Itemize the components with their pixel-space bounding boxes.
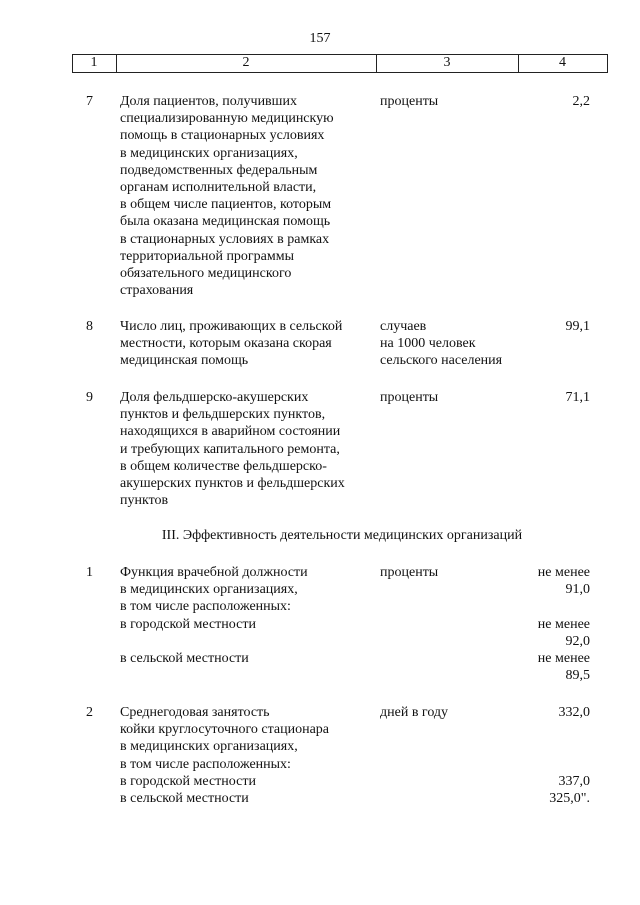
row-description-line: обязательного медицинского bbox=[120, 266, 292, 282]
row-description-line: Число лиц, проживающих в сельской bbox=[120, 319, 343, 334]
row-value-line bbox=[510, 756, 590, 773]
row-description bbox=[120, 704, 370, 807]
row-unit-line: случаев bbox=[380, 319, 427, 334]
row-unit-line: проценты bbox=[380, 390, 439, 405]
row-description-line: в городской местности bbox=[120, 773, 256, 789]
row-unit-line: проценты bbox=[380, 565, 439, 580]
row-description-line: местности, которым оказана скорая bbox=[120, 336, 332, 352]
row-value-line: 89,5 bbox=[565, 668, 590, 684]
row-description-line: находящихся в аварийном состоянии bbox=[120, 424, 341, 440]
row-description-line: территориальной программы bbox=[120, 248, 295, 264]
row-number-line: 9 bbox=[86, 390, 93, 405]
row-unit-line: на 1000 человек bbox=[380, 336, 476, 352]
row-description-line: пунктов bbox=[120, 493, 169, 509]
table-header bbox=[72, 54, 608, 72]
row-description-line: в том числе расположенных: bbox=[120, 599, 291, 615]
row-description-line: и требующих капитального ремонта, bbox=[120, 441, 340, 457]
row-unit bbox=[380, 704, 530, 721]
row-value-line bbox=[510, 721, 590, 738]
page-number: 157 bbox=[309, 31, 331, 46]
row-description-line: Доля фельдшерско-акушерских bbox=[120, 390, 309, 405]
row-description bbox=[120, 93, 370, 299]
row-value bbox=[510, 93, 590, 110]
row-value-line: 99,1 bbox=[565, 319, 590, 334]
row-description-line: в медицинских организациях, bbox=[120, 739, 298, 755]
row-description-line: в том числе расположенных: bbox=[120, 756, 291, 772]
row-description-line: койки круглосуточного стационара bbox=[120, 722, 330, 738]
section-title: III. Эффективность деятельности медицинских организаций bbox=[161, 528, 523, 543]
row-description-line: в сельской местности bbox=[120, 651, 249, 667]
row-description-line: в сельской местности bbox=[120, 791, 249, 807]
row-description-line: в медицинских организациях, bbox=[120, 145, 298, 161]
row-value-line: 332,0 bbox=[558, 705, 590, 720]
row-unit-line: сельского населения bbox=[380, 353, 503, 369]
row-description-line: в общем числе пациентов, которым bbox=[120, 197, 332, 213]
header-bottom-rule bbox=[72, 72, 608, 73]
row-value bbox=[510, 704, 590, 807]
header-col-2: 2 bbox=[242, 55, 250, 70]
row-description-line: помощь в стационарных условиях bbox=[120, 128, 325, 144]
row-value-line: 2,2 bbox=[572, 94, 590, 109]
row-number bbox=[86, 564, 93, 581]
row-number bbox=[86, 318, 93, 335]
row-number-line: 2 bbox=[86, 705, 93, 720]
row-description-line: медицинская помощь bbox=[120, 353, 249, 369]
row-description-line: в медицинских организациях, bbox=[120, 582, 298, 598]
row-description-line: органам исполнительной власти, bbox=[120, 180, 317, 196]
row-number bbox=[86, 93, 93, 110]
row-unit-line: дней в году bbox=[380, 705, 449, 720]
row-description bbox=[120, 318, 370, 370]
header-divider bbox=[607, 54, 608, 72]
row-value-line: 325,0". bbox=[549, 791, 590, 807]
row-unit bbox=[380, 318, 530, 370]
row-value-line: 91,0 bbox=[565, 582, 590, 598]
row-description-line: в общем количестве фельдшерско- bbox=[120, 458, 327, 474]
row-value bbox=[510, 389, 590, 406]
header-col-1: 1 bbox=[90, 55, 98, 70]
row-description-line: Среднегодовая занятость bbox=[120, 705, 270, 720]
row-value-line bbox=[510, 598, 590, 615]
row-description bbox=[120, 389, 370, 509]
row-value-line: 92,0 bbox=[565, 633, 590, 649]
row-value-line: не менее bbox=[537, 616, 590, 632]
row-number-line: 1 bbox=[86, 565, 93, 580]
header-col-3: 3 bbox=[443, 55, 451, 70]
row-value-line: 337,0 bbox=[558, 773, 590, 789]
row-description-line: пунктов и фельдшерских пунктов, bbox=[120, 407, 326, 423]
row-unit bbox=[380, 389, 530, 406]
row-description-line: страхования bbox=[120, 283, 194, 299]
row-number bbox=[86, 389, 93, 406]
row-number-line: 7 bbox=[86, 94, 93, 109]
row-description bbox=[120, 564, 370, 667]
row-value bbox=[510, 318, 590, 335]
row-value-line: не менее bbox=[537, 565, 590, 580]
header-col-4: 4 bbox=[559, 55, 566, 70]
row-unit bbox=[380, 93, 530, 110]
row-description-line bbox=[120, 633, 370, 650]
row-description-line: в стационарных условиях в рамках bbox=[120, 231, 330, 247]
row-number bbox=[86, 704, 93, 721]
row-description-line: акушерских пунктов и фельдшерских bbox=[120, 476, 345, 492]
row-description-line: специализированную медицинскую bbox=[120, 111, 334, 127]
row-description-line: Функция врачебной должности bbox=[120, 565, 308, 580]
row-value-line: 71,1 bbox=[565, 390, 590, 405]
row-value bbox=[510, 564, 590, 684]
row-unit-line: проценты bbox=[380, 94, 439, 109]
row-description-line: была оказана медицинская помощь bbox=[120, 214, 331, 230]
row-value-line bbox=[510, 738, 590, 755]
row-number-line: 8 bbox=[86, 319, 93, 334]
row-unit bbox=[380, 564, 530, 581]
row-value-line: не менее bbox=[537, 651, 590, 667]
row-description-line: Доля пациентов, получивших bbox=[120, 94, 297, 109]
row-description-line: подведомственных федеральным bbox=[120, 162, 318, 178]
row-description-line: в городской местности bbox=[120, 616, 256, 632]
